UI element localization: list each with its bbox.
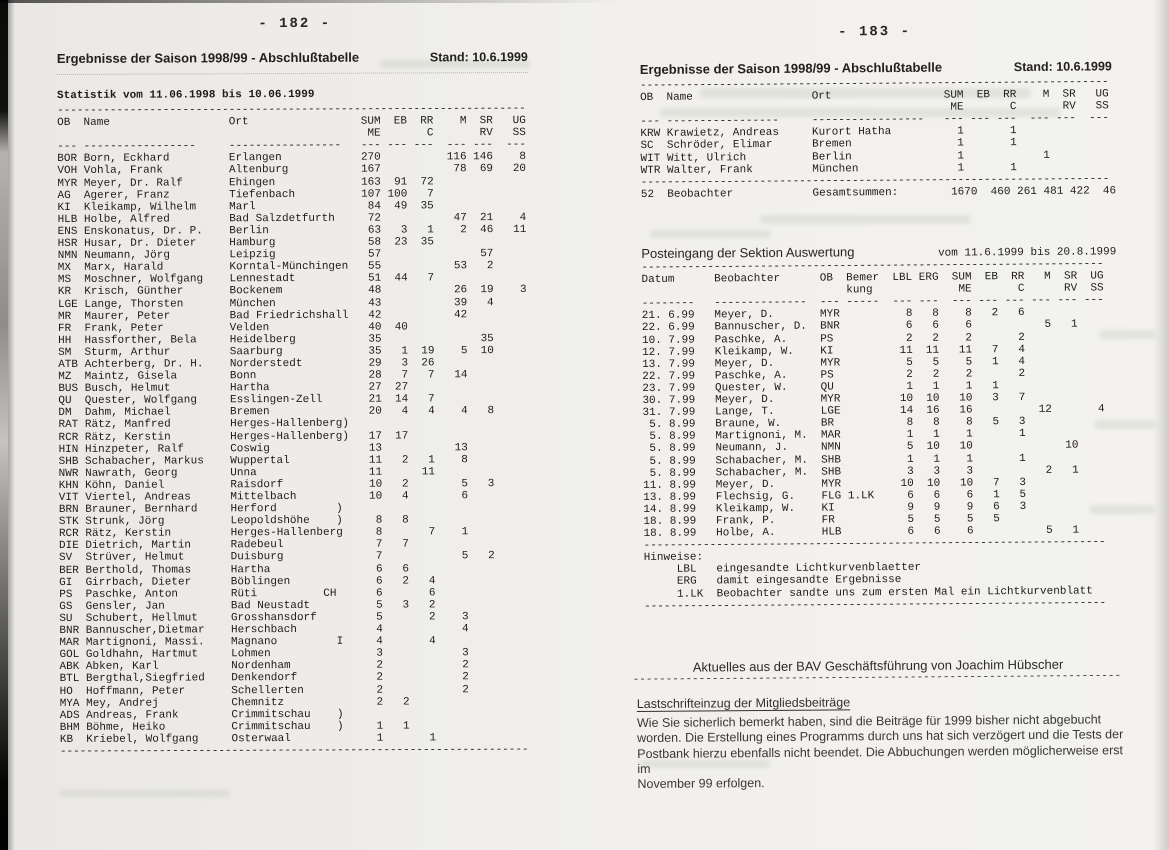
table-row: 31. 7.99 Lange, T. LGE 14 16 16 12 4: [642, 403, 1105, 420]
table-row: HIN Hinzpeter, Ralf Coswig 13 13: [58, 441, 528, 456]
scan-edge-shadow: [1153, 0, 1169, 850]
table-row: VOH Vohla, Frank Altenburg 167 78 69 20: [57, 163, 527, 178]
table-row: ABK Abken, Karl Nordenham 2 2: [59, 659, 529, 674]
table-row: QU Quester, Wolfgang Esslingen-Zell 21 14 7: [58, 393, 528, 408]
paragraph-line: Wie Sie sicherlich bemerkt haben, sind die Beiträge für 1999 bisher nicht abgebucht: [636, 712, 1102, 731]
posteingang-table: [641, 258, 1106, 612]
table-row: SM Sturm, Arthur Saarburg 35 1 19 5 10: [58, 344, 527, 359]
table-row: 5. 8.99 Braune, W. BR 8 8 8 5 3: [642, 415, 1105, 432]
table-row: SU Schubert, Hellmut Grosshansdorf 5 2 3: [59, 610, 529, 625]
page-heading-row: [640, 58, 1112, 77]
table-row: 18. 8.99 Holbe, A. HLB 6 6 6 5 1: [643, 524, 1106, 541]
table-row: 5. 8.99 Neumann, J. NMN 5 10 10 10: [642, 439, 1105, 456]
hinweise-item: 1.LK Beobachter sandte uns zum ersten Mal ein Lichtkurvenblatt: [643, 584, 1093, 601]
table-row: 22. 7.99 Paschke, A. PS 2 2 2 2: [642, 367, 1105, 383]
table-row: KHN Köhn, Daniel Raisdorf 10 2 5 3: [58, 477, 528, 492]
table-row: HH Hassforther, Bela Heidelberg 35 35: [58, 332, 527, 347]
table-row: KI Kleikamp, Wilhelm Marl 84 49 35: [57, 199, 527, 214]
table-row: NMN Neumann, Jörg Leipzig 57 57: [57, 248, 527, 263]
table-row: WTR Walter, Frank München 1 1: [640, 160, 1110, 177]
table-row: PS Paschke, Anton Rüti CH 6 6: [59, 586, 528, 601]
table-row: NWR Nawrath, Georg Unna 11 11: [58, 465, 528, 480]
table-row: 11. 8.99 Meyer, D. MYR 10 10 10 7 3: [643, 476, 1106, 492]
page-number: - 183 -: [838, 23, 912, 41]
table-row: RCR Rätz, Kerstin Herges-Hallenberg) 17 17: [58, 429, 528, 444]
table-row: FR Frank, Peter Velden 40 40: [58, 320, 527, 335]
table-rule: --- ----------------- ----------------- --- --- --- --- --- ---: [640, 112, 1109, 129]
scan-edge-shadow: [8, 0, 15, 850]
table-row: HLB Holbe, Alfred Bad Salzdetfurth 72 47 21 4: [57, 211, 527, 226]
table-row: 18. 8.99 Frank, P. FR 5 5 5 5: [643, 512, 1106, 528]
table-row: RAT Rätz, Manfred Herges-Hallenberg): [58, 417, 528, 432]
table-row: GI Girrbach, Dieter Böblingen 6 2 4: [59, 574, 528, 589]
table-rule: ----------------------------------------------------------------------: [641, 258, 1104, 274]
table-row: 12. 7.99 Kleikamp, W. KI 11 11 11 7 4: [642, 343, 1105, 359]
table-row: RCR Rätz, Kerstin Herges-Hallenberg 8 7 1: [58, 526, 528, 541]
table-row: AG Agerer, Franz Tiefenbach 107 100 7: [57, 187, 527, 202]
scan-edge-shadow: [0, 0, 620, 3]
season-results-continuation-table: [640, 76, 1116, 201]
page-title: Ergebnisse der Saison 1998/99 - Abschlußtabelle: [639, 59, 943, 78]
posteingang-title: Posteingang der Sektion Auswertung: [641, 244, 855, 261]
totals-row: 52 Beobachter Gesamtsummen: 1670 460 261 481 422 46: [640, 185, 1117, 201]
table-rule: -----------------------------------------------------------------------: [57, 102, 526, 118]
table-row: GS Gensler, Jan Bad Neustadt 5 3 2: [59, 598, 528, 613]
table-row: 21. 6.99 Meyer, D. MYR 8 8 8 2 6: [641, 306, 1104, 323]
table-row: BER Berthold, Thomas Hartha 6 6: [59, 562, 528, 577]
table-row: ADS Andreas, Frank Crimmitschau ): [59, 707, 529, 722]
table-rule: -------- -------------- --- ----- --- --- --- --- --- --- --- ---: [641, 294, 1104, 311]
table-row: 22. 6.99 Bannuscher, D. BNR 6 6 6 5 1: [641, 318, 1104, 335]
table-header: kung ME C RV SS: [641, 282, 1104, 299]
table-row: LGE Lange, Thorsten München 43 39 4: [57, 296, 527, 311]
page-number: - 182 -: [258, 15, 332, 33]
posteingang-date-range: vom 11.6.1999 bis 20.8.1999: [938, 246, 1117, 260]
hinweise-label: Hinweise:: [643, 551, 704, 565]
paragraph-line: November 99 erfolgen.: [637, 776, 765, 792]
table-header: OB Name Ort SUM EB RR M SR UG: [640, 88, 1109, 105]
table-row: WIT Witt, Ulrich Berlin 1 1: [640, 148, 1110, 165]
paragraph-line: Postbank hierzu ebenfalls nicht beendet. Die Abbuchungen werden möglicherweise erst im: [637, 742, 1123, 776]
table-row: DIE Dietrich, Martin Radebeul 7 7: [58, 538, 528, 553]
table-row: 13. 7.99 Meyer, D. MYR 5 5 5 1 4: [642, 355, 1105, 371]
stand-date: Stand: 10.6.1999: [429, 49, 528, 65]
table-row: 30. 7.99 Meyer, D. MYR 10 10 10 3 7: [642, 391, 1105, 408]
table-row: 13. 8.99 Flechsig, G. FLG 1.LK 6 6 6 1 5: [643, 488, 1106, 504]
table-rule: -----------------------------------------------------------------------: [639, 76, 1109, 92]
table-rule: ----------------------------------------------------------------------: [643, 536, 1106, 553]
table-row: KRW Krawietz, Andreas Kurort Hatha 1 1: [640, 124, 1110, 141]
table-row: HO Hoffmann, Peter Schellerten 2 2: [59, 683, 529, 698]
table-row: KR Krisch, Günther Bockenem 48 26 19 3: [57, 284, 527, 299]
table-row: MX Marx, Harald Korntal-Münchingen 55 53 2: [57, 260, 527, 275]
table-row: MS Moschner, Wolfgang Lennestadt 51 44 7: [57, 272, 527, 287]
table-rule: --- ----------------- ----------------- --- --- --- --- --- ---: [57, 139, 526, 154]
table-header: ME C RV SS: [57, 127, 526, 142]
page-title: Ergebnisse der Saison 1998/99 - Abschlußtabelle: [56, 49, 360, 67]
table-row: 5. 8.99 Schabacher, M. SHB 3 3 3 2 1: [642, 463, 1106, 480]
hinweise-item: ERG damit eingesandte Ergebnisse: [643, 574, 902, 589]
table-row: MZ Maintz, Gisela Bonn 28 7 7 14: [58, 369, 527, 384]
table-row: BHM Böhme, Heiko Crimmitschau ) 1 1: [59, 719, 529, 734]
table-row: MR Maurer, Peter Bad Friedrichshall 42 42: [57, 308, 527, 323]
table-header: Datum Beobachter OB Bemer LBL ERG SUM EB RR M SR UG: [641, 270, 1104, 287]
table-rule: -----------------------------------------------------------------------: [640, 173, 1110, 189]
table-row: KB Kriebel, Wolfgang Osterwaal 1 1: [59, 731, 529, 746]
hinweise-item: LBL eingesandte Lichtkurvenblaetter: [643, 562, 922, 577]
lastschrift-paragraph: [637, 712, 1128, 792]
table-row: ATB Achterberg, Dr. H. Norderstedt 29 3 26: [58, 356, 527, 371]
table-row: ENS Enskonatus, Dr. P. Berlin 63 3 1 2 46 11: [57, 223, 527, 238]
table-row: 10. 7.99 Paschke, A. PS 2 2 2 2: [641, 330, 1105, 347]
table-row: STK Strunk, Jörg Leopoldshöhe ) 8 8: [58, 514, 528, 529]
table-row: SHB Schabacher, Markus Wuppertal 11 2 1 8: [58, 453, 528, 468]
table-header: ME C RV SS: [640, 100, 1109, 117]
table-row: SV Strüver, Helmut Duisburg 7 5 2: [59, 550, 528, 565]
table-row: 5. 8.99 Martignoni, M. MAR 1 1 1 1: [642, 427, 1105, 444]
table-row: 23. 7.99 Quester, W. QU 1 1 1 1: [642, 379, 1105, 395]
table-rule: -----------------------------------------------------------------------: [59, 743, 529, 758]
stand-date: Stand: 10.6.1999: [1013, 59, 1112, 75]
table-row: 5. 8.99 Schabacher, M. SHB 1 1 1 1: [642, 451, 1106, 468]
paragraph-line: worden. Die Erstellung eines Programms durch uns hat sich verzögert und die Tests der: [637, 727, 1124, 746]
scan-edge-shadow: [0, 0, 8, 850]
table-row: MYA Mey, Andrej Chemnitz 2 2: [59, 695, 529, 710]
table-row: DM Dahm, Michael Bremen 20 4 4 4 8: [58, 405, 528, 420]
table-row: GOL Goldhahn, Hartmut Lohmen 3 3: [59, 647, 529, 662]
table-header: OB Name Ort SUM EB RR M SR UG: [57, 115, 526, 130]
table-row: BOR Born, Eckhard Erlangen 270 116 146 8: [57, 151, 527, 166]
table-row: SC Schröder, Elimar Bremen 1 1: [640, 136, 1110, 153]
table-row: MYR Meyer, Dr. Ralf Ehingen 163 91 72: [57, 175, 527, 190]
aktuelles-heading: Aktuelles aus der BAV Geschäftsführung von Joachim Hübscher: [692, 656, 1064, 675]
statistik-subtitle: Statistik vom 11.06.1998 bis 10.06.1999: [57, 88, 315, 103]
table-row: BNR Bannuscher,Dietmar Herschbach 4 4: [59, 622, 529, 638]
aktuelles-rule: --------------------------------------------------------------------------: [632, 670, 1122, 687]
lastschrift-heading: Lastschrifteinzug der Mitgliedsbeiträge: [636, 695, 851, 712]
table-row: BRN Brauner, Bernhard Herford ): [58, 502, 528, 517]
table-row: MAR Martignoni, Massi. Magnano I 4 4: [59, 635, 529, 650]
table-row: BUS Busch, Helmut Hartha 27 27: [58, 381, 528, 396]
table-row: 14. 8.99 Kleikamp, W. KI 9 9 9 6 3: [643, 500, 1106, 516]
table-row: VIT Viertel, Andreas Mittelbach 10 4 6: [58, 489, 528, 505]
table-rule: ----------------------------------------------------------------------: [644, 596, 1107, 613]
table-row: HSR Husar, Dr. Dieter Hamburg 58 23 35: [57, 235, 527, 251]
table-row: BTL Bergthal,Siegfried Denkendorf 2 2: [59, 671, 529, 686]
